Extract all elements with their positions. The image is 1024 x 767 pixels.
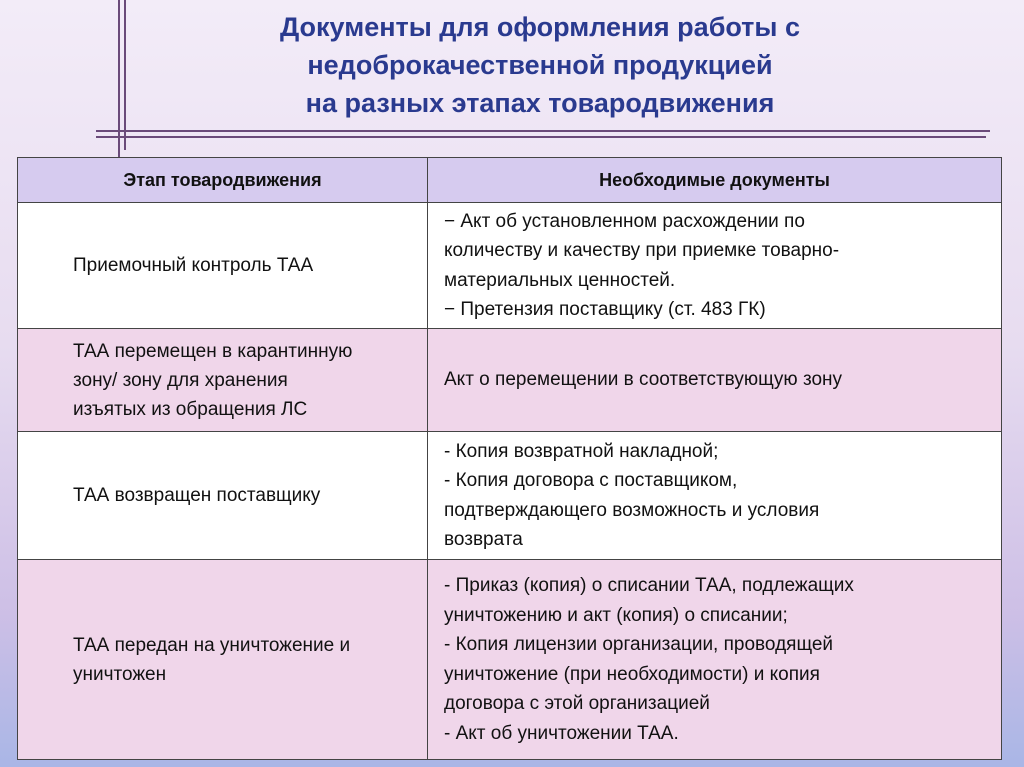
document-line: уничтожение (при необходимости) и копия <box>444 663 820 685</box>
documents-cell <box>428 203 1002 329</box>
document-line: договора с этой организацией <box>444 693 710 714</box>
stage-cell <box>18 432 428 560</box>
table-row <box>18 432 1002 560</box>
document-line: - Копия лицензии организации, проводящей <box>444 634 834 655</box>
stage-text: Приемочный контроль ТАА <box>73 255 314 276</box>
stage-cell <box>18 329 428 432</box>
column-header-documents: Необходимые документы <box>428 158 1002 203</box>
decorative-vertical-line <box>124 0 126 150</box>
table-row <box>18 203 1002 329</box>
decorative-horizontal-line <box>96 136 986 138</box>
decorative-vertical-line <box>118 0 120 158</box>
document-line: - Акт об уничтожении ТАА. <box>444 722 679 744</box>
table-row <box>18 329 1002 432</box>
document-line: − Акт об установленном расхождении по <box>444 210 805 232</box>
stage-text: ТАА передан на уничтожение и <box>73 634 351 656</box>
document-line: возврата <box>444 529 523 550</box>
documents-cell <box>428 560 1002 760</box>
stage-text: изъятых из обращения ЛС <box>73 398 308 420</box>
stage-text: ТАА возвращен поставщику <box>73 485 321 506</box>
documents-cell <box>428 329 1002 432</box>
document-line: Акт о перемещении в соответствующую зону <box>444 369 842 391</box>
page-title <box>140 8 940 122</box>
table-row <box>18 560 1002 760</box>
document-line: подтверждающего возможность и условия <box>444 499 820 521</box>
title-line: Документы для оформления работы с <box>279 12 800 42</box>
stage-text: ТАА перемещен в карантинную <box>73 340 353 362</box>
column-header-stage: Этап товародвижения <box>18 158 428 203</box>
stage-cell <box>18 203 428 329</box>
title-line: недоброкачественной продукцией <box>307 50 773 80</box>
documents-table <box>17 157 1002 760</box>
document-line: - Копия возвратной накладной; <box>444 440 719 462</box>
document-line: - Приказ (копия) о списании ТАА, подлежащих <box>444 575 854 596</box>
table-header-row <box>18 158 1002 203</box>
title-line: на разных этапах товародвижения <box>305 88 775 118</box>
decorative-horizontal-line <box>96 130 990 132</box>
document-line: уничтожению и акт (копия) о списании; <box>444 604 788 626</box>
stage-text: уничтожен <box>73 663 167 685</box>
document-line: материальных ценностей. <box>444 269 676 291</box>
document-line: − Претензия поставщику (ст. 483 ГК) <box>444 299 766 320</box>
stage-cell <box>18 560 428 760</box>
document-line: - Копия договора с поставщиком, <box>444 470 738 491</box>
stage-text: зону/ зону для хранения <box>73 369 288 391</box>
document-line: количеству и качеству при приемке товарно- <box>444 240 840 261</box>
documents-cell <box>428 432 1002 560</box>
